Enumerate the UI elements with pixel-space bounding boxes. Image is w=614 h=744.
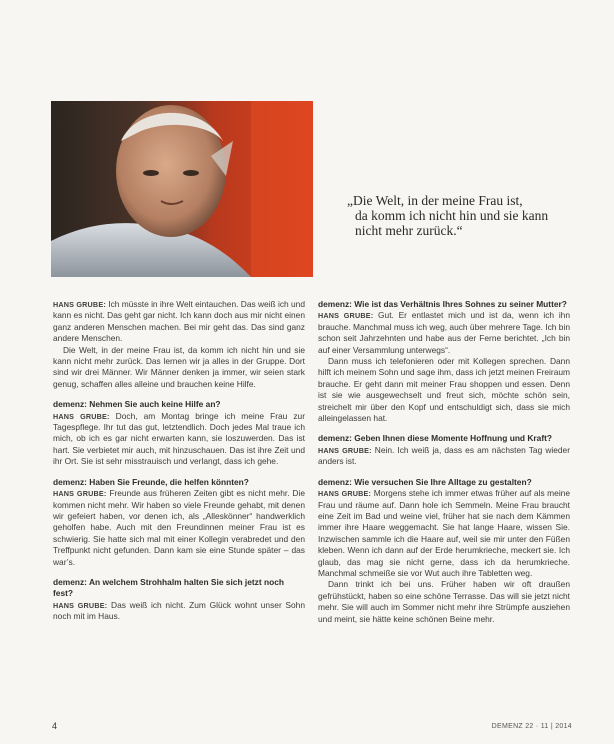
portrait-photo [51, 101, 313, 277]
answer-text: Dann muss ich telefonieren oder mit Kollegen sprechen. Dann hilft ich meinem Sohn und sage ihm, dass ich jetzt meinen Freiraum brauche. Er geht dann mit meiner Frau shoppen und essen. Denn ist sie wie ausgewechselt und freut sich, möchte schön sein, streichelt mir über den Kopf und entschuldigt sich, dass sie mich alleingelassen hat. [318, 356, 570, 424]
interview-answer [318, 488, 570, 579]
interview-answer [53, 411, 305, 468]
interview-answer [318, 310, 570, 356]
speaker-label: HANS GRUBE: [53, 489, 107, 499]
left-text-column [53, 299, 305, 623]
answer-text: Das weiß ich nicht. Zum Glück wohnt unser Sohn noch mit im Haus. [53, 599, 305, 622]
footer-issue: DEMENZ 22 · 11 | 2014 [491, 723, 572, 730]
answer-text: Gut. Er entlastet mich und ist da, wenn ich ihn brauche. Manchmal muss ich weg, auch über mehrere Tage. Ich bin schon seit Jahrzehnten und habe aus der Ferne berichtet. „Ich bin auf einer Versammlung unterwegs“. [318, 310, 570, 355]
speaker-label: HANS GRUBE: [318, 311, 374, 321]
interview-question: demenz: Haben Sie Freunde, die helfen könnten? [53, 476, 249, 487]
answer-text: Ich müsste in ihre Welt eintauchen. Das weiß ich und kann es nicht. Das geht gar nicht. Ich kann doch aus mir nicht einen ganz anderen Menschen machen. Bei mir geht das. Das sind ganz andere Menschen. [53, 299, 306, 344]
answer-text: Die Welt, in der meine Frau ist, da komm ich nicht hin und sie kann nicht mehr zurück. Das lernen wir ja alles in der Gruppe. Dort sind wir drei Männer. Wir Männer denken ja immer, wir seien stark genug, schaffen alles alleine und brauchen keine Hilfe. [53, 344, 305, 389]
speaker-label: HANS GRUBE: [53, 300, 106, 309]
interview-question: demenz: Wie versuchen Sie Ihre Alltage zu gestalten? [318, 476, 532, 487]
interview-answer [318, 445, 570, 468]
pull-quote [347, 193, 587, 238]
pull-quote-line: nicht mehr zurück.“ [355, 223, 463, 238]
interview-question: demenz: An welchem Strohhalm halten Sie sich jetzt noch fest? [53, 576, 284, 599]
answer-text: Morgens stehe ich immer etwas früher auf als meine Frau und räume auf. Dann hole ich Semmeln. Meine Frau braucht eine Zeit im Bad und weine viel, früher hat sie nach dem Kämmen immer ihre Haare weggemacht. Sie hat lange Haare, wissen Sie. Inzwischen sammle ich die Haare auf, weil sie mir unter den Füßen kleben. Wenn ich dann auf der Erde herumkrieche, meckert sie. Ich glaub, das mag sie nicht gerne, dass ich da herumkrieche. Manchmal schmeiße sie vor Wut auch ihre Tabletten weg. [318, 488, 570, 578]
pull-quote-line: da komm ich nicht hin und sie kann [355, 208, 549, 223]
right-text-column [318, 299, 570, 625]
answer-text: Doch, am Montag bringe ich meine Frau zur Tagespflege. Ihr tut das gut, letztendlich. Doch jedes Mal traue ich mich, ob ich es gar nicht erwarten kann, sie loszuwerden. Das ist hart. Sie verbietet mir auch, mit hinzuschauen. Das ist ihre Zeit und ihr Ort. Sie ist sehr misstrauisch und verlangt, dass ich gehe. [53, 410, 306, 467]
answer-text: Dann trinkt ich bei uns. Früher haben wir oft draußen gefrühstückt, haben so eine schöne Terrasse. Das will sie jetzt nicht mehr. Sie will auch im Sommer nicht mehr ihre Strümpfe ausziehen und meint, sie hätte keine schönen Beine mehr. [318, 579, 570, 624]
page-number: 4 [52, 721, 58, 731]
speaker-label: HANS GRUBE: [318, 445, 372, 455]
interview-answer [53, 488, 305, 568]
interview-answer [318, 356, 570, 424]
answer-text: Nein. Ich weiß ja, dass es am nächsten Tag wieder anders ist. [318, 444, 571, 467]
interview-question: demenz: Nehmen Sie auch keine Hilfe an? [53, 399, 221, 410]
pull-quote-line: „Die Welt, in der meine Frau ist, [347, 193, 523, 208]
interview-question: demenz: Wie ist das Verhältnis Ihres Sohnes zu seiner Mutter? [318, 299, 567, 309]
speaker-label: HANS GRUBE: [53, 600, 108, 610]
answer-text: Freunde aus früheren Zeiten gibt es nicht mehr. Die kommen nicht mehr. Wir haben so viele Freunde gehabt, mit denen wir gefeiert haben, vor denen ich, als „Alleskönner“ handwerklich geholfen habe. Auch mit den Freundinnen meiner Frau ist es schwierig. Sie hatte sich mal mit einer Kollegin verabredet und den Treffpunkt nicht gefunden. Dann kam sie eine Stunde später – das war’s. [53, 488, 306, 567]
interview-answer [53, 345, 305, 391]
interview-question: demenz: Geben Ihnen diese Momente Hoffnung und Kraft? [318, 433, 553, 444]
speaker-label: HANS GRUBE: [53, 411, 110, 421]
speaker-label: HANS GRUBE: [318, 489, 372, 499]
interview-answer [318, 579, 570, 625]
interview-answer [53, 299, 305, 345]
interview-answer [53, 600, 305, 623]
